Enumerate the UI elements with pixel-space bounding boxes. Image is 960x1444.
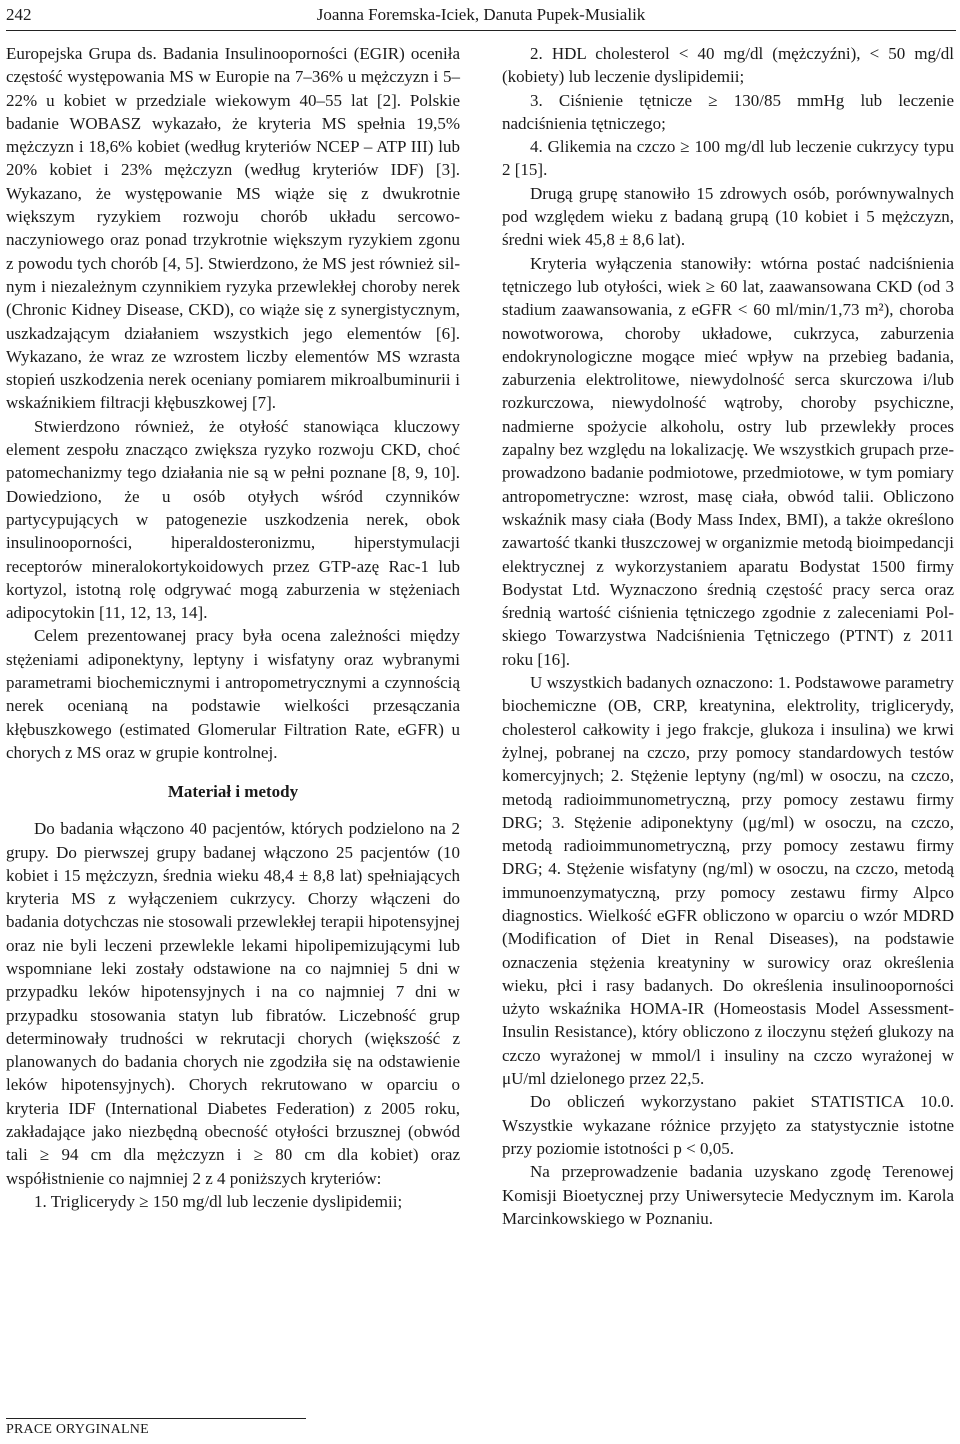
list-item: 3. Ciśnienie tętnicze ≥ 130/85 mmHg lub leczenie nadciśnienia tętniczego; <box>502 90 954 133</box>
left-column <box>6 42 460 1213</box>
paragraph: Do badania włączono 40 pacjentów, których podzielono na 2 grupy. Do pierwszej grupy badanej włączono 25 pacjentów (10 kobiet i 15 mężczyzn, średnia wieku 48,4 ± 8,8 lat) spełniających kryteria MS z wyłączeniem cukrzycy. Chorzy włączeni do badania dotychczas nie stosowali przewlekłej terapii hipotensyjnej oraz nie byli leczeni przewlekle lekami hipolipemizującymi lub wspomniane leki zostały odstawione na co najmniej 5 dni w przypadku leków hipotensyjnych i na co najmniej 7 dni w przypadku stosowania statyn lub fibratów. Liczebność grup determinowały trudności w rekrutacji chorych (większość z planowanych do badania chorych nie zgodziła się na odstawienie leków hipotensyjnych). Chorych rekrutowano w oparciu o kryteria IDF (International Diabetes Federation) z 2005 roku, zakładające jako niezbędną obecność otyłości brzusznej (obwód tali ≥ 94 cm dla mężczyzn i ≥ 80 cm dla kobiet) oraz współistnienie co najmniej 2 z 4 poniższych kryteriów: <box>6 819 460 1188</box>
list-item: 2. HDL cholesterol < 40 mg/dl (mężczyźni), < 50 mg/dl (kobiety) lub leczenie dyslipidemii; <box>502 44 954 87</box>
footer-label: PRACE ORYGINALNE <box>6 1422 149 1437</box>
paragraph: Do obliczeń wykorzystano pakiet STATISTICA 10.0. Wszystkie wykazane różnice przyjęto za statystycznie istotne przy poziomie istotności p < 0,05. <box>502 1092 954 1158</box>
paragraph: Na przeprowadzenie badania uzyskano zgodę Terenowej Komisji Bioetycznej przy Uniwersytecie Medycznym im. Karola Marcinkowskiego w Poznaniu. <box>502 1162 954 1228</box>
paragraph: Kryteria wyłączenia stanowiły: wtórna postać nadciśnienia tętniczego lub otyłości, wiek ≥ 60 lat, zaawansowana CKD (od 3 stadium zaawansowania, z eGFR < 60 ml/min/1,73 m²), choroba nowotworowa, choroby układowe, cukrzyca, zaburzenia endokrynologiczne mogące mieć wpływ na przebieg badania, zaburzenia elektrolitowe, niewydolność serca skurczowa i/lub rozkurczowa, niewydolność wątroby, choroby psychiczne, nadmierne spożycie alkoholu, ostry lub przewlekły proces zapalny bez względu na lokalizację. We wszystkich grupach przeprowadzono badanie podmiotowe, przedmiotowe, w tym pomiary antropometryczne: wzrost, masę ciała, obwód talii. Obliczono wskaźnik masy ciała (Body Mass Index, BMI), a także określono zawartość tkanki tłuszczowej w organizmie metodą bioimpedancji elektrycznej z wykorzystaniem aparatu Bodystat 1500 firmy Bodystat Ltd. Wyznaczono średnią częstość pracy serca oraz średnią wartość ciśnienia tętniczego zgodnie z zaleceniami Polskiego Towarzystwa Nadciśnienia Tętniczego (PTNT) z 2011 roku [16]. <box>502 253 954 669</box>
right-column <box>502 42 954 1230</box>
list-item: 1. Triglicerydy ≥ 150 mg/dl lub leczenie dyslipidemii; <box>34 1191 403 1211</box>
running-header <box>6 0 956 31</box>
page-number: 242 <box>6 5 32 24</box>
paragraph: Drugą grupę stanowiło 15 zdrowych osób, porównywalnych pod względem wieku z badaną grupą (10 kobiet i 5 mężczyzn, średni wiek 45,8 ± 8,6 lat). <box>502 183 954 250</box>
section-heading: Materiał i metody <box>167 782 299 802</box>
list-item: 4. Glikemia na czczo ≥ 100 mg/dl lub leczenie cukrzycy typu 2 [15]. <box>502 137 954 180</box>
section-footer <box>6 1418 306 1441</box>
paragraph: U wszystkich badanych oznaczono: 1. Podstawowe parametry biochemiczne (OB, CRP, kreatynina, elektrolity, triglicerydy, cholesterol całkowity i jego frakcje, glukoza i insulina) we krwi żylnej, pobranej na czczo, przy pomocy standardowych testów komercyjnych; 2. Stężenie leptyny (ng/ml) w osoczu, na czczo, metodą radioimmunometryczną, przy pomocy zestawu firmy DRG; 3. Stężenie adiponektyny (μg/ml) w osoczu, na czczo, metodą radioimmunometryczną, przy pomocy zestawu firmy DRG; 4. Stężenie wisfatyny (ng/ml) w osoczu, na czczo, metodą immunoenzymatyczną, przy pomocy zestawu firmy Alpco diagnostics. Wielkość eGFR obliczono w oparciu o wzór MDRD (Modification of Diet in Renal Diseases), na podstawie oznaczenia stężenia kreatyniny w surowicy oraz określenia wieku, płci i rasy badanych. Do określenia insulinooporności użyto wskaźnika HOMA-IR (Homeostasis Model Assessment-Insulin Resistance), który obliczono z iloczynu stężeń glukozy na czczo wyrażonej w mmol/l i insuliny na czczo wyrażonej w μU/ml dzielonego przez 22,5. <box>502 673 954 1089</box>
paragraph: Europejska Grupa ds. Badania Insulinooporności (EGIR) oceniła częstość występowania MS w Europie na 7–36% u mężczyzn i 5–22% u kobiet w przedziale wiekowym 40–55 lat [2]. Polskie badanie WOBASZ wykazało, że kryteria MS spełnia 19,5% mężczyzn i 18,6% kobiet (według kryteriów NCEP – ATP III) lub 20% kobiet i 23% mężczyzn (według kryteriów IDF) [3]. Wykazano, że występowanie MS wiąże się z dwukrotnie większym ryzykiem rozwoju chorób układu sercowo-naczyniowego oraz ponad trzykrotnie większym ryzykiem zgonu z powodu tych chorób [4, 5]. Stwierdzono, że MS jest również silnym i niezależnym czynnikiem ryzyka przewlekłej choroby nerek (Chronic Kidney Disease, CKD), co wiąże się z synergistycznym, uszkadzającym działaniem wszystkich jego elementów [6]. Wykazano, że wraz ze wzrostem liczby elementów MS wzrasta stopień uszkodzenia nerek oceniany pomiarem mikroalbuminurii i wskaźnikiem filtracji kłębuszkowej [7]. <box>6 44 460 413</box>
paragraph: Stwierdzono również, że otyłość stanowiąca kluczowy element zespołu znacząco zwiększa ryzyko rozwoju CKD, choć patomechanizmy tego działania nie są w pełni poznane [8, 9, 10]. Dowiedziono, że u osób otyłych wśród czynników partycypujących w patogenezie uszkodzenia nerek, obok insulinooporności, hiperaldosteronizmu, hiperstymulacji receptorów mineralokortykoidowych przez GTP-azę Rac-1 lub kortyzol, istotną rolę odgrywać mogą zaburzenia w stężeniach adipocytokin [11, 12, 13, 14]. <box>6 416 460 623</box>
paragraph: Celem prezentowanej pracy była ocena zależności między stężeniami adiponektyny, leptyny i wisfatyny oraz wybranymi parametrami biochemicznymi i antropometrycznymi a czynnością nerek ocenianą na podstawie wielkości przesączania kłębuszkowego (estimated Glomerular Filtration Rate, eGFR) u chorych z MS oraz w grupie kontrolnej. <box>6 626 460 762</box>
running-head-authors: Joanna Foremska-Iciek, Danuta Pupek-Musialik <box>316 5 646 24</box>
